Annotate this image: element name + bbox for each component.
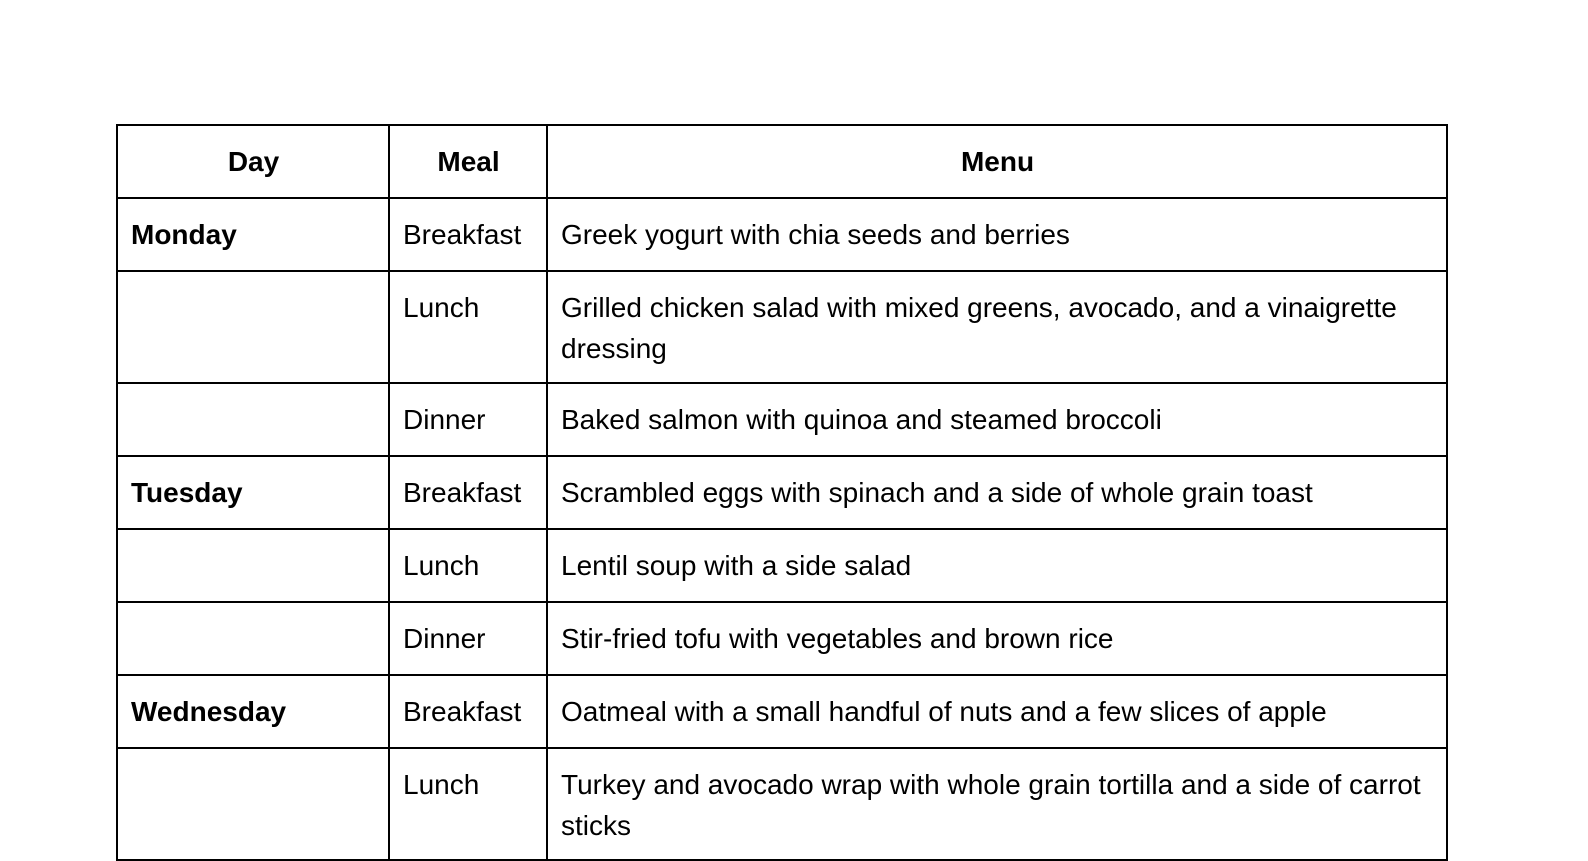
table-row: [117, 383, 1447, 456]
table-row: [117, 271, 1447, 383]
table-row: [117, 602, 1447, 675]
menu-cell: Turkey and avocado wrap with whole grain tortilla and a side of carrot sticks: [547, 748, 1447, 860]
menu-cell: Lentil soup with a side salad: [547, 529, 1447, 602]
header-meal: Meal: [389, 125, 547, 198]
menu-cell: Baked salmon with quinoa and steamed broccoli: [547, 383, 1447, 456]
day-cell: Monday: [117, 198, 389, 271]
day-cell: Wednesday: [117, 675, 389, 748]
meal-cell: Breakfast: [389, 456, 547, 529]
day-cell: [117, 271, 389, 383]
table-row: [117, 675, 1447, 748]
menu-cell: Oatmeal with a small handful of nuts and a few slices of apple: [547, 675, 1447, 748]
day-cell: [117, 748, 389, 860]
meal-cell: Lunch: [389, 529, 547, 602]
table-row: [117, 456, 1447, 529]
meal-cell: Dinner: [389, 602, 547, 675]
meal-cell: Breakfast: [389, 675, 547, 748]
table-row: [117, 529, 1447, 602]
table-header-row: [117, 125, 1447, 198]
table-row: [117, 748, 1447, 860]
meal-cell: Lunch: [389, 271, 547, 383]
header-menu: Menu: [547, 125, 1447, 198]
day-cell: Tuesday: [117, 456, 389, 529]
menu-cell: Grilled chicken salad with mixed greens, avocado, and a vinaigrette dressing: [547, 271, 1447, 383]
table-row: [117, 198, 1447, 271]
meal-cell: Dinner: [389, 383, 547, 456]
day-cell: [117, 383, 389, 456]
meal-plan-table: [116, 124, 1448, 861]
day-cell: [117, 529, 389, 602]
menu-cell: Stir-fried tofu with vegetables and brown rice: [547, 602, 1447, 675]
meal-cell: Lunch: [389, 748, 547, 860]
menu-cell: Greek yogurt with chia seeds and berries: [547, 198, 1447, 271]
meal-cell: Breakfast: [389, 198, 547, 271]
day-cell: [117, 602, 389, 675]
header-day: Day: [117, 125, 389, 198]
menu-cell: Scrambled eggs with spinach and a side of whole grain toast: [547, 456, 1447, 529]
